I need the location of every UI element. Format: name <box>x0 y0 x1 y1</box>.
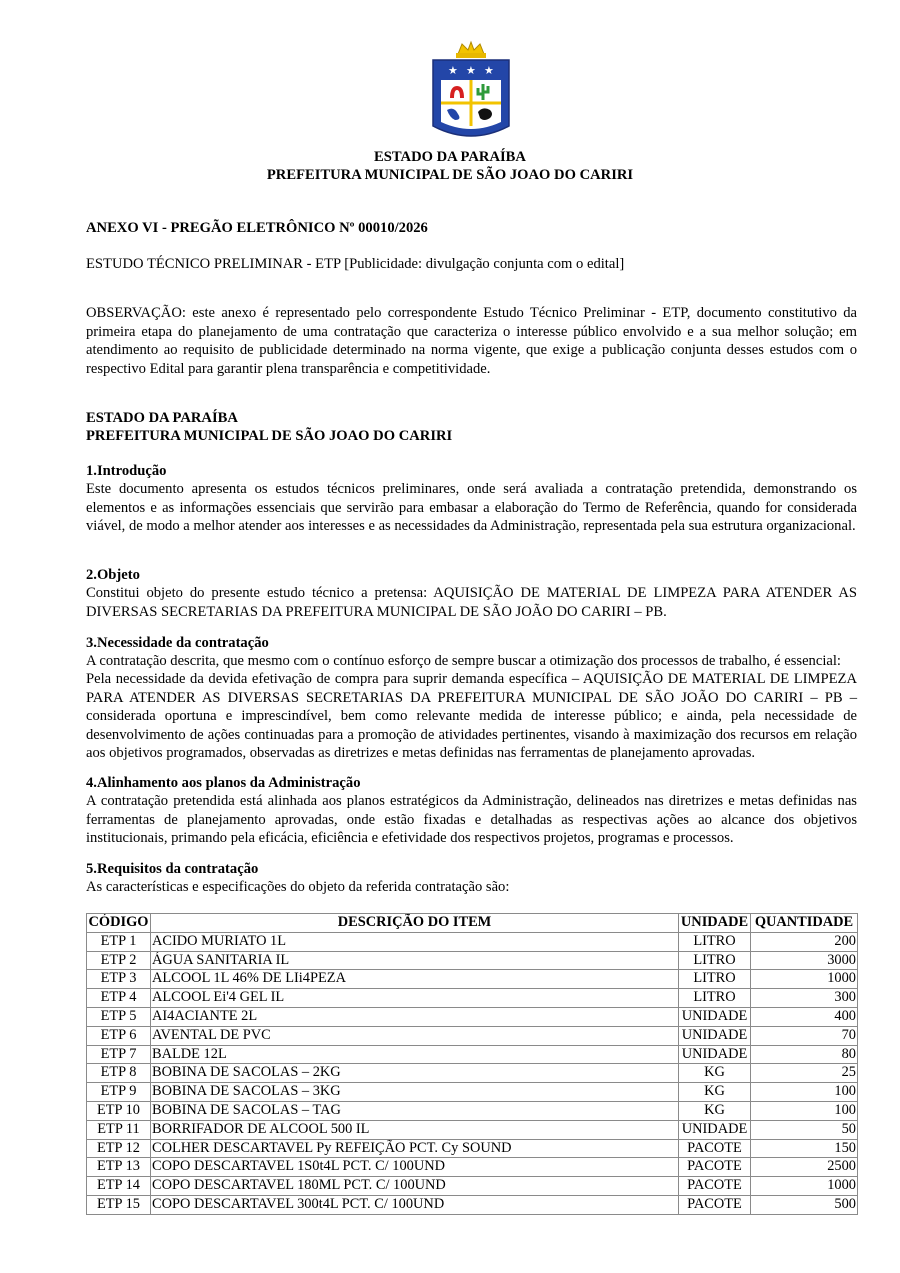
item-code: ETP 15 <box>87 1195 151 1214</box>
intro-title: 1.Introdução <box>86 463 167 479</box>
item-code: ETP 2 <box>87 951 151 970</box>
table-row <box>87 1177 858 1196</box>
table-row <box>87 1045 858 1064</box>
item-quantity: 3000 <box>751 951 858 970</box>
object-text: Constitui objeto do presente estudo técnico a pretensa: AQUISIÇÃO DE MATERIAL DE LIMPEZA PARA ATENDER AS DIVERSAS SECRETARIAS DA PREFEITURA MUNICIPAL DE SÃO JOÃO DO CARIRI – PB. <box>86 585 857 620</box>
header-municipality: PREFEITURA MUNICIPAL DE SÃO JOAO DO CARIRI <box>266 167 634 183</box>
header-quantity: QUANTIDADE <box>751 914 858 933</box>
item-code: ETP 1 <box>87 932 151 951</box>
item-code: ETP 7 <box>87 1045 151 1064</box>
table-row <box>87 1120 858 1139</box>
table-row <box>87 1083 858 1102</box>
header2-state: ESTADO DA PARAÍBA <box>86 410 238 426</box>
svg-text:★: ★ <box>466 65 476 77</box>
item-unit: UNIDADE <box>679 1026 751 1045</box>
need-paragraph <box>86 670 857 763</box>
item-description: ALCOOL 1L 46% DE LIi4PEZA <box>151 970 679 989</box>
table-row <box>87 932 858 951</box>
item-unit: PACOTE <box>679 1139 751 1158</box>
item-code: ETP 10 <box>87 1101 151 1120</box>
item-quantity: 25 <box>751 1064 858 1083</box>
item-unit: LITRO <box>679 951 751 970</box>
item-code: ETP 4 <box>87 989 151 1008</box>
item-quantity: 100 <box>751 1083 858 1102</box>
alignment-paragraph <box>86 792 857 848</box>
intro-paragraph <box>86 480 857 536</box>
item-description: BORRIFADOR DE ALCOOL 500 IL <box>151 1120 679 1139</box>
table-row <box>87 970 858 989</box>
header-state: ESTADO DA PARAÍBA <box>374 149 526 165</box>
items-table <box>86 913 858 1215</box>
observation-text: OBSERVAÇÃO: este anexo é representado pelo correspondente Estudo Técnico Preliminar - ETP, documento constitutivo da primeira etapa do planejamento de uma contratação que caracteriza o interesse público envolvido e a sua melhor solução; em atendimento ao requisito de publicidade determinado na norma vigente, que exige a publicação conjunta desses estudos com o respectivo Edital para garantir plena transparência e competitividade. <box>86 305 857 377</box>
annex-title: ANEXO VI - PREGÃO ELETRÔNICO Nº 00010/2026 <box>86 220 428 236</box>
item-unit: LITRO <box>679 932 751 951</box>
item-description: COLHER DESCARTAVEL Py REFEIÇÃO PCT. Cy SOUND <box>151 1139 679 1158</box>
header-code: CÓDIGO <box>87 914 151 933</box>
item-code: ETP 9 <box>87 1083 151 1102</box>
header-description: DESCRIÇÃO DO ITEM <box>151 914 679 933</box>
table-row <box>87 1064 858 1083</box>
item-description: ÁGUA SANITARIA IL <box>151 951 679 970</box>
item-description: AI4ACIANTE 2L <box>151 1007 679 1026</box>
item-quantity: 50 <box>751 1120 858 1139</box>
item-description: BOBINA DE SACOLAS – 3KG <box>151 1083 679 1102</box>
object-paragraph <box>86 584 857 621</box>
item-unit: LITRO <box>679 989 751 1008</box>
item-quantity: 500 <box>751 1195 858 1214</box>
item-quantity: 300 <box>751 989 858 1008</box>
item-unit: UNIDADE <box>679 1120 751 1139</box>
item-description: COPO DESCARTAVEL 300t4L PCT. C/ 100UND <box>151 1195 679 1214</box>
object-title: 2.Objeto <box>86 567 140 583</box>
item-code: ETP 12 <box>87 1139 151 1158</box>
item-quantity: 100 <box>751 1101 858 1120</box>
item-code: ETP 13 <box>87 1158 151 1177</box>
alignment-text: A contratação pretendida está alinhada aos planos estratégicos da Administração, delineados nas diretrizes e metas definidas nas ferramentas de planejamento aprovadas, onde estão fixadas e detalhadas as respectivas ações ao alcance dos objetivos institucionais, primando pela eficácia, eficiência e efetividade dos respectivos projetos, programas e processos. <box>86 793 857 847</box>
table-row <box>87 989 858 1008</box>
item-description: BALDE 12L <box>151 1045 679 1064</box>
item-quantity: 70 <box>751 1026 858 1045</box>
svg-text:★: ★ <box>448 65 458 77</box>
need-title: 3.Necessidade da contratação <box>86 635 269 651</box>
item-unit: UNIDADE <box>679 1045 751 1064</box>
table-header-row <box>87 914 858 933</box>
item-unit: UNIDADE <box>679 1007 751 1026</box>
item-quantity: 400 <box>751 1007 858 1026</box>
item-description: ACIDO MURIATO 1L <box>151 932 679 951</box>
item-quantity: 200 <box>751 932 858 951</box>
svg-text:★: ★ <box>484 65 494 77</box>
item-description: AVENTAL DE PVC <box>151 1026 679 1045</box>
items-table-body <box>87 932 858 1214</box>
header2-municipality: PREFEITURA MUNICIPAL DE SÃO JOAO DO CARIRI <box>86 428 453 444</box>
item-unit: PACOTE <box>679 1195 751 1214</box>
item-unit: LITRO <box>679 970 751 989</box>
intro-text: Este documento apresenta os estudos técnicos preliminares, onde será avaliada a contratação pretendida, demonstrando os elementos e as informações essenciais que servirão para embasar a elaboração do Termo de Referência, quando for considerada viável, de modo a melhor atender aos interesses e as necessidades da Administração, representada pela sua estrutura organizacional. <box>86 481 857 535</box>
item-unit: KG <box>679 1064 751 1083</box>
observation-paragraph <box>86 304 857 378</box>
item-quantity: 2500 <box>751 1158 858 1177</box>
coat-of-arms-icon <box>428 40 514 146</box>
table-row <box>87 1007 858 1026</box>
item-code: ETP 6 <box>87 1026 151 1045</box>
item-description: COPO DESCARTAVEL 180ML PCT. C/ 100UND <box>151 1177 679 1196</box>
item-unit: KG <box>679 1083 751 1102</box>
item-quantity: 150 <box>751 1139 858 1158</box>
item-description: COPO DESCARTAVEL 1S0t4L PCT. C/ 100UND <box>151 1158 679 1177</box>
item-quantity: 80 <box>751 1045 858 1064</box>
table-row <box>87 1026 858 1045</box>
item-code: ETP 8 <box>87 1064 151 1083</box>
table-row <box>87 1195 858 1214</box>
item-description: ALCOOL Ei'4 GEL IL <box>151 989 679 1008</box>
item-code: ETP 3 <box>87 970 151 989</box>
header-unit: UNIDADE <box>679 914 751 933</box>
requirements-text: As características e especificações do objeto da referida contratação são: <box>86 879 510 895</box>
table-row <box>87 1139 858 1158</box>
need-text: Pela necessidade da devida efetivação de compra para suprir demanda específica – AQUISIÇÃO DE MATERIAL DE LIMPEZA PARA ATENDER AS DIVERSAS SECRETARIAS DA PREFEITURA MUNICIPAL DE SÃO JOÃO DO CARIRI – PB – considerada oportuna e imprescindível, bem como relevante medida de interesse público; e ainda, pela necessidade de desenvolvimento de ações continuadas para a promoção de atividades pertinentes, visando à maximização dos recursos em relação aos objetivos programados, observadas as diretrizes e metas definidas nas ferramentas de planejamento aprovadas. <box>86 671 857 762</box>
item-description: BOBINA DE SACOLAS – 2KG <box>151 1064 679 1083</box>
item-unit: PACOTE <box>679 1158 751 1177</box>
item-unit: PACOTE <box>679 1177 751 1196</box>
table-row <box>87 951 858 970</box>
table-row <box>87 1158 858 1177</box>
need-line1: A contratação descrita, que mesmo com o contínuo esforço de sempre buscar a otimização dos processos de trabalho, é essencial: <box>86 653 841 669</box>
alignment-title: 4.Alinhamento aos planos da Administração <box>86 775 361 791</box>
item-code: ETP 11 <box>87 1120 151 1139</box>
table-row <box>87 1101 858 1120</box>
item-quantity: 1000 <box>751 1177 858 1196</box>
item-quantity: 1000 <box>751 970 858 989</box>
item-unit: KG <box>679 1101 751 1120</box>
item-description: BOBINA DE SACOLAS – TAG <box>151 1101 679 1120</box>
item-code: ETP 14 <box>87 1177 151 1196</box>
etp-line: ESTUDO TÉCNICO PRELIMINAR - ETP [Publicidade: divulgação conjunta com o edital] <box>86 256 625 272</box>
requirements-title: 5.Requisitos da contratação <box>86 861 259 877</box>
item-code: ETP 5 <box>87 1007 151 1026</box>
